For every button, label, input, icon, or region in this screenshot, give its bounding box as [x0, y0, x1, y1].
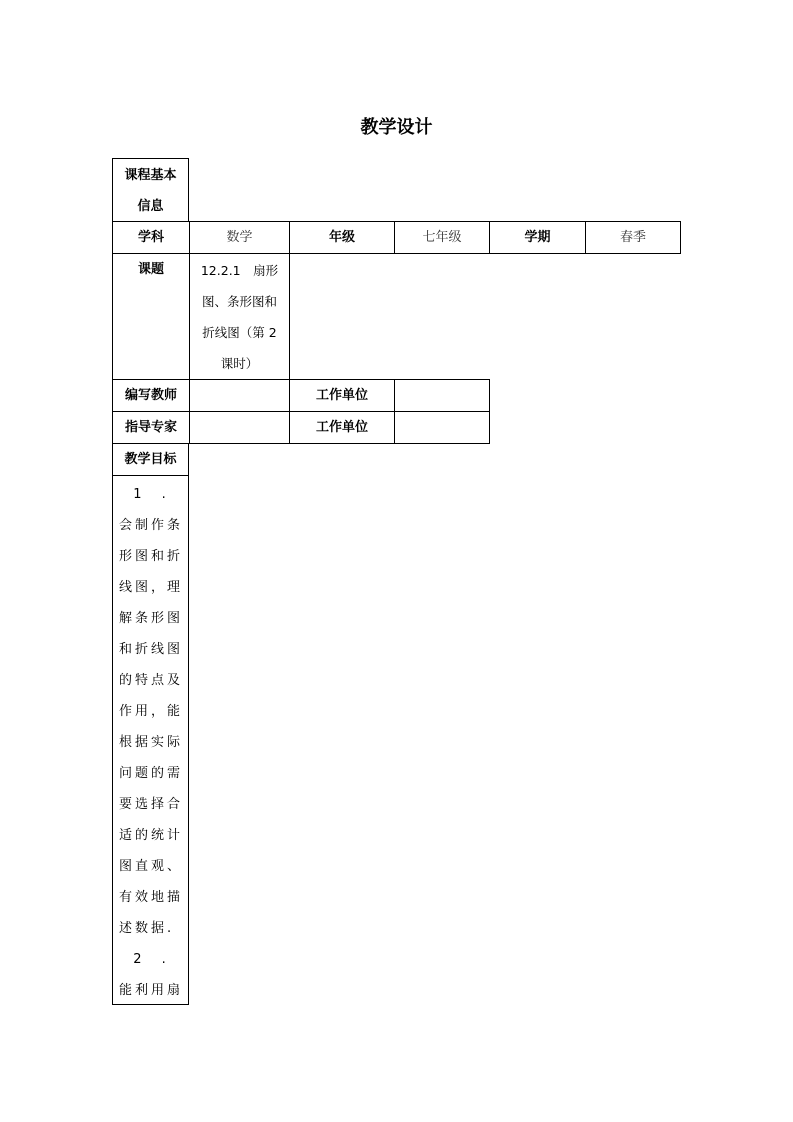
objective-line: 解条形图: [119, 611, 184, 626]
basic-info-label-line1: 课程基本: [124, 168, 177, 183]
objective-line: 和折线图: [119, 642, 184, 657]
topic-label: 课题: [112, 253, 190, 380]
topic-line: 折线图（第 2: [202, 325, 277, 340]
objective-line: 形图和折: [119, 549, 184, 564]
topic-line: 图、条形图和: [201, 294, 277, 309]
objectives-label: 教学目标: [112, 443, 189, 476]
objective-line: 线图，理: [119, 580, 184, 595]
objective-line: 2 .: [133, 952, 174, 967]
objective-line: 会制作条: [119, 518, 184, 533]
term-value: 春季: [585, 221, 681, 254]
objectives-content: [112, 475, 189, 1005]
objective-line: 的特点及: [119, 673, 184, 688]
author-unit-label: 工作单位: [289, 379, 395, 412]
author-teacher-value: [189, 379, 290, 412]
topic-line: 12.2.1 扇形: [200, 263, 279, 278]
document-title: 教学设计: [360, 117, 433, 138]
author-unit-value: [394, 379, 490, 412]
objective-line: 适的统计: [119, 828, 184, 843]
objective-line: 作用，能: [119, 704, 184, 719]
objective-line: 述数据.: [119, 921, 175, 936]
grade-label: 年级: [289, 221, 395, 254]
term-label: 学期: [489, 221, 586, 254]
grade-value: 七年级: [394, 221, 490, 254]
objective-line: 能利用扇: [119, 983, 184, 998]
objective-line: 根据实际: [119, 735, 184, 750]
guide-expert-label: 指导专家: [112, 411, 190, 444]
basic-info-label-cell: [112, 158, 189, 222]
subject-label: 学科: [112, 221, 190, 254]
topic-value-cell: [189, 253, 290, 380]
expert-unit-label: 工作单位: [289, 411, 395, 444]
objective-line: 有效地描: [119, 890, 184, 905]
objective-line: 问题的需: [119, 766, 184, 781]
guide-expert-value: [189, 411, 290, 444]
basic-info-label-line2: 信息: [137, 199, 164, 214]
expert-unit-value: [394, 411, 490, 444]
objective-line: 1 .: [133, 487, 174, 502]
topic-line: 课时）: [220, 356, 259, 371]
objective-line: 要选择合: [119, 797, 184, 812]
objective-line: 图直观、: [119, 859, 184, 874]
author-teacher-label: 编写教师: [112, 379, 190, 412]
subject-value: 数学: [189, 221, 290, 254]
